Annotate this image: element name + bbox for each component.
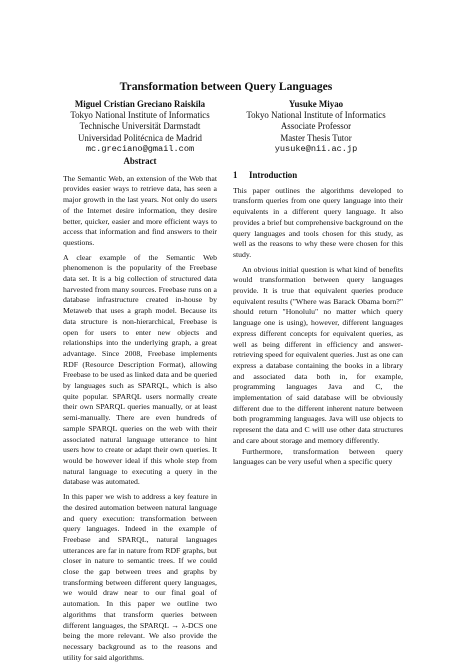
author-email: mc.greciano@gmail.com [85,143,195,154]
abstract-paragraph: A clear example of the Semantic Web phenomenon is the popularity of the Freebase data set. It is a big collection of structured data harvested from many sources. Freebase runs on a database infrastructure created in-house by Metaweb that uses a graph model. Because its data structure is non-hierarchical, Freebase is open for users to enter new objects and relationships into the underlying graph, a great advantage. Since 2008, Freebase implements RDF (Resource Description Format), allowing Freebase to be used as linked data and be queried by languages such as SPARQL, which is also quite popular. SPARQL users normally create their own SPARQL queries manually, or at least semi-manually. There are even hundreds of sample SPARQL queries on the web with their associated natural language utterance to hint users how to create or adapt their own queries. It would be however ideal if this whole step from natural language to executing a query in the database was automated. [63,252,217,487]
section-number: 1 [233,170,238,180]
author-email: yusuke@nii.ac.jp [274,143,358,154]
author-block-2 [228,99,404,155]
body-paragraph: This paper outlines the algorithms developed to transform queries from one query language into their equivalents in a different query language. It also provides a brief but comprehensive background on the query languages and tools chosen for this study, as well as the reasons to why these were chosen for this study. [233,185,403,259]
author-name: Miguel Cristian Greciano Raiskila [74,99,206,109]
author-affiliation: Universidad Politécnica de Madrid [78,132,202,143]
abstract-paragraph: In this paper we wish to address a key feature in the desired automation between natural language and query execution: transformation between query languages. Indeed in the example of Freebase and SPARQL, natural languages utterances are far in nature from RDF graphs, but closer in nature to semantic trees. If we could close the gap between trees and graphs by transforming between different query languages, we would draw near to our final goal of automation. In this paper we outline two algorithms that transform queries between different languages, the SPARQL → λ-DCS one being the more relevant. We also provide the necessary background as to the reasons and utility for said algorithms. [63,492,217,662]
paper-title: Transformation between Query Languages [119,80,333,93]
author-affiliation: Tokyo National Institute of Informatics [70,110,210,121]
body-paragraph: Furthermore, transformation between query languages can be very useful when a specific query [233,446,403,467]
author-block-1 [52,99,228,155]
section-heading [233,170,403,181]
author-name: Yusuke Miyao [288,99,344,109]
right-column [233,163,403,468]
author-affiliation: Technische Universität Darmstadt [79,121,201,132]
author-affiliation: Associate Professor [280,121,352,132]
author-affiliation: Tokyo National Institute of Informatics [246,110,386,121]
abstract-body [55,174,225,664]
section-title: Introduction [249,170,298,180]
author-affiliation: Master Thesis Tutor [280,132,352,143]
abstract-paragraph: The Semantic Web, an extension of the Web that provides easier ways to retrieve data, has seen a major growth in the last years. Not only do users of the Internet desire information, they desire better, quicker, easier and more efficient ways to access that information and find answers to their questions. [63,173,217,247]
left-column [55,156,225,667]
body-paragraph: An obvious initial question is what kind of benefits would transformation between query languages provide. It is true that equivalent queries produce equivalent results ("Where was Barack Obama born?" should return "Honolulu" no matter which query language one is using), however, different languages express different concepts for equivalent queries, as well as being different in efficiency and answer-retrieving speed for equivalent queries. Just as one can express a database containing the books in a library and associated data both in, for example, programming languages Java and C, the implementation of said database will be obviously different due to the different inherent nature between both programming languages. Java will use objects to represent the data and C will use other data structures and care about storage and memory differently. [233,264,403,445]
abstract-heading: Abstract [123,156,157,166]
